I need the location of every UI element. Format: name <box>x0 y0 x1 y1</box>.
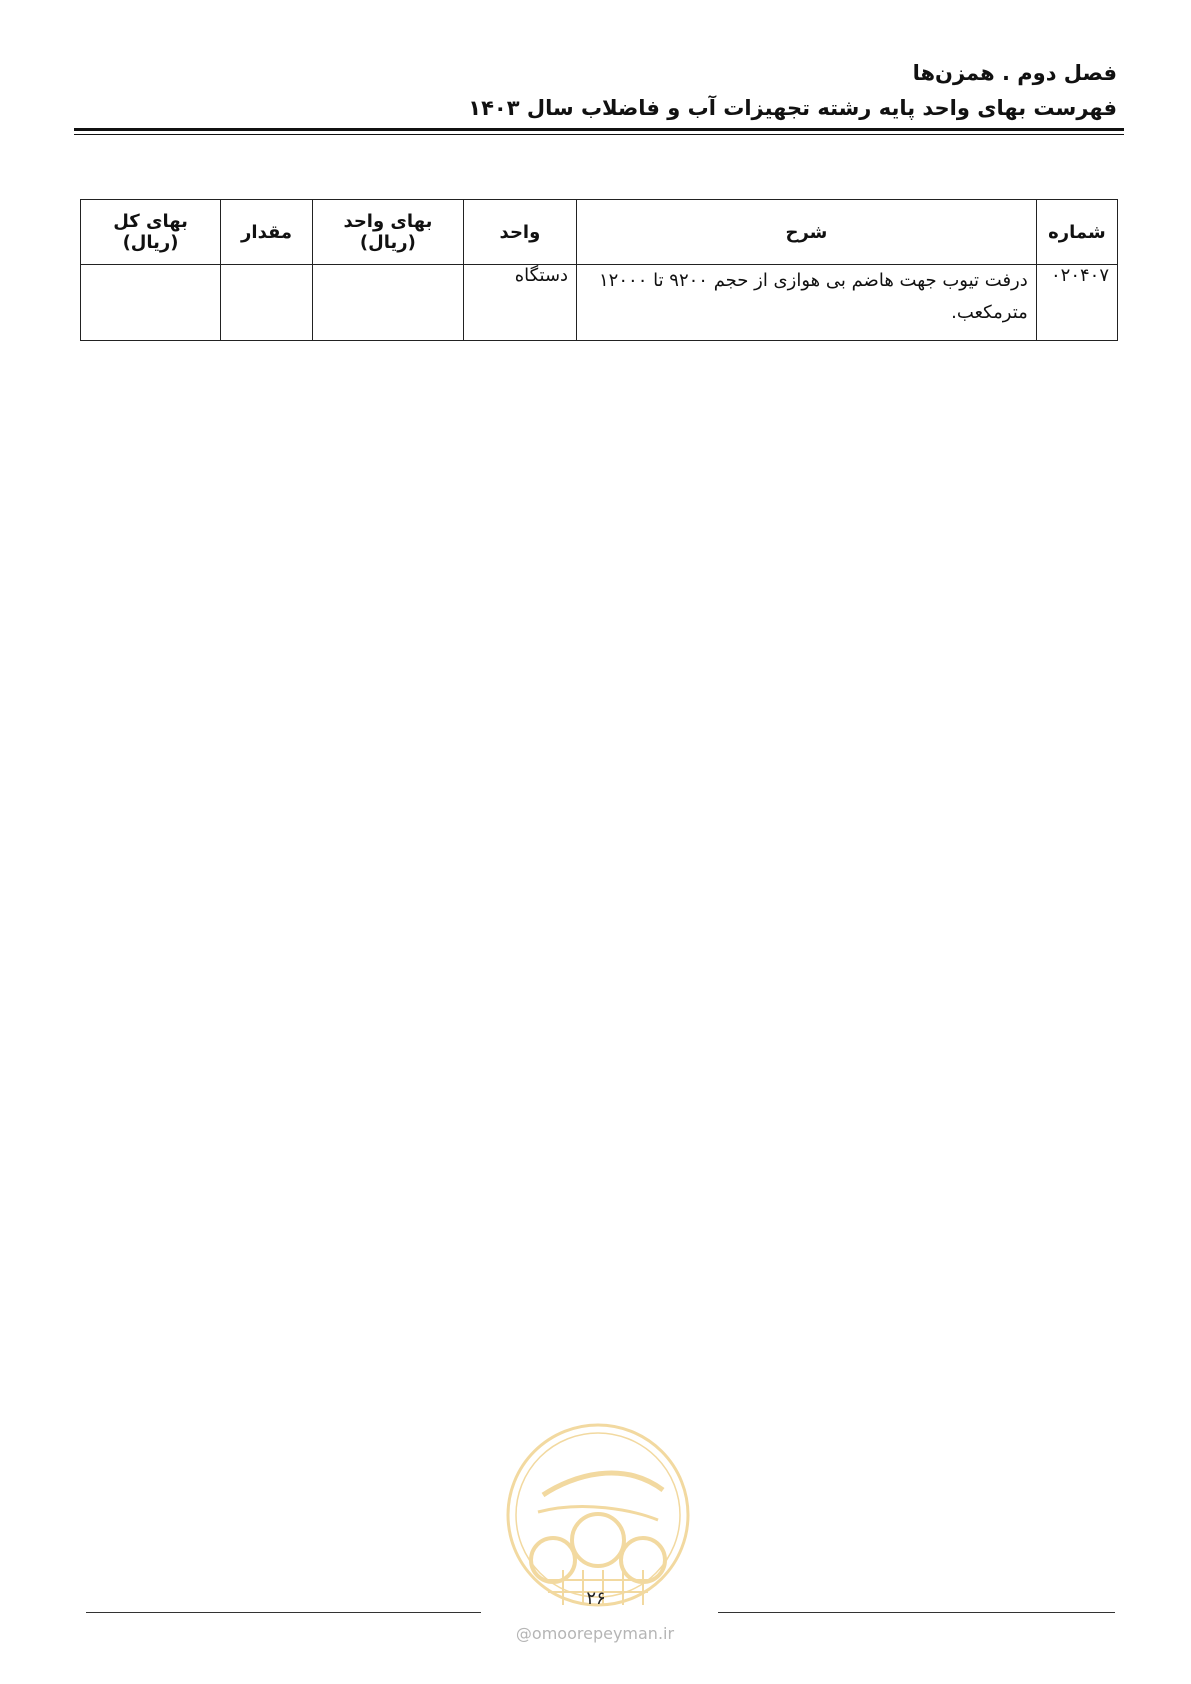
cell-unit: دستگاه <box>463 265 576 341</box>
seal-script-stroke <box>543 1473 663 1495</box>
column-header-description: شرح <box>577 200 1037 265</box>
table-row <box>81 265 1118 341</box>
gear-left-icon <box>531 1538 575 1582</box>
page-header <box>67 58 1117 126</box>
column-header-total-price: بهای کل (ریال) <box>81 200 221 265</box>
cell-description: درفت تیوب جهت هاضم بی هوازی از حجم ۹۲۰۰ تا ۱۲۰۰۰ مترمکعب. <box>577 265 1037 341</box>
table-header-row <box>81 200 1118 265</box>
header-rule-thin <box>74 134 1124 135</box>
watermark-url: @omoorepeyman.ir <box>515 1624 675 1643</box>
footer-rule-right <box>718 1612 1115 1613</box>
cell-quantity <box>221 265 313 341</box>
column-header-unit: واحد <box>463 200 576 265</box>
column-header-quantity: مقدار <box>221 200 313 265</box>
cell-number: ۰۲۰۴۰۷ <box>1036 265 1117 341</box>
column-header-unit-price: بهای واحد (ریال) <box>313 200 464 265</box>
cell-total-price <box>81 265 221 341</box>
chapter-title: فصل دوم . همزن‌ها <box>912 61 1117 85</box>
column-header-number: شماره <box>1036 200 1117 265</box>
document-title: فهرست بهای واحد پایه رشته تجهیزات آب و فاضلاب سال ۱۴۰۳ <box>468 96 1117 120</box>
header-rule-thick <box>74 128 1124 131</box>
footer-rule-left <box>86 1612 481 1613</box>
page-number: ۲۶ <box>586 1588 606 1609</box>
price-list-table <box>80 199 1118 341</box>
cell-unit-price <box>313 265 464 341</box>
watermark-logo <box>503 1420 693 1610</box>
gear-center-icon <box>572 1514 624 1566</box>
